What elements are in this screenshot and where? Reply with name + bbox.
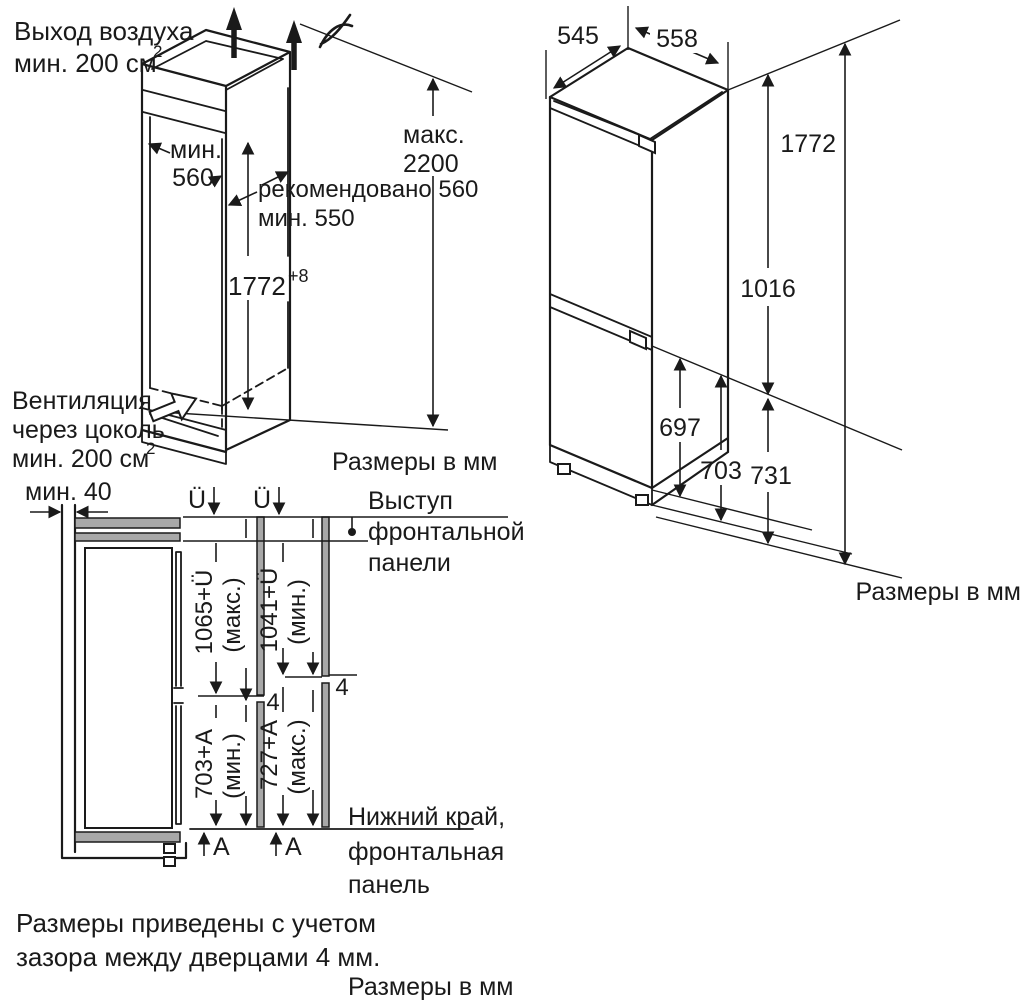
appliance-width-value: 558: [656, 25, 698, 53]
lower-panel-max-value: 727+A: [256, 719, 283, 791]
plinth-vent-label-2: через цоколь: [12, 416, 165, 444]
niche-outline: [142, 30, 290, 452]
door-panel-alignment-diagram: [25, 478, 525, 899]
fridge-top-face: [550, 48, 728, 140]
max-height-label: макс.: [403, 121, 465, 149]
lower-panel-max-qualifier: (макс.): [284, 719, 311, 795]
upper-panel-min-value: 1041+Ü: [256, 567, 283, 653]
basebottom-reference-line: [652, 505, 852, 554]
upper-panel-max-qualifier: (макс.): [219, 577, 246, 653]
niche-height-tolerance: +8: [288, 266, 309, 286]
niche-caption: Размеры в мм: [332, 448, 498, 476]
door-gap-value-1: 4: [266, 689, 280, 716]
fridge-side-face: [652, 90, 728, 505]
lower-max-value: 731: [750, 462, 792, 490]
depth-min-label: мин. 550: [258, 205, 355, 232]
plinth-vent-label-1: Вентиляция: [12, 387, 152, 415]
bottom-offset-value-1: A: [213, 833, 230, 861]
plinth-vent-label-3: мин. 200 см: [12, 445, 150, 473]
niche-air-slot: [143, 90, 225, 133]
max-height-value: 2200: [403, 150, 459, 178]
lower-panel-min-qualifier: (мин.): [219, 733, 246, 799]
appliance-caption: Размеры в мм: [855, 578, 1021, 606]
fridge-foot-right: [636, 495, 648, 505]
footer-note-line-1: Размеры приведены с учетом: [16, 908, 376, 938]
top-reference-line: [728, 20, 900, 90]
plinth-vent-sup: 2: [146, 439, 156, 458]
niche-height-value: 1772: [228, 271, 286, 301]
inner-width-arrow-right: [213, 176, 221, 181]
ceiling-line: [300, 24, 472, 92]
cabinet-top-panel: [75, 518, 180, 528]
cabinet-top-panel-2: [75, 533, 180, 541]
depth-arrow-front: [229, 192, 257, 205]
air-outlet-sup: 2: [153, 42, 163, 61]
door-gap-value-2: 4: [335, 674, 349, 701]
depth-dim-line: [554, 46, 620, 88]
appliance-foot-2: [164, 857, 175, 866]
panel-strip-2-lower: [322, 683, 329, 827]
footer-caption: Размеры в мм: [348, 973, 514, 1000]
appliance-side-view: [85, 548, 172, 828]
rear-gap-value: мин. 40: [25, 478, 112, 506]
floor-line: [160, 412, 448, 430]
inner-width-value: 560: [172, 164, 214, 192]
footer-note-line-2: зазора между дверцами 4 мм.: [16, 942, 381, 972]
appliance-depth-value: 545: [557, 22, 599, 50]
air-outlet-label: Выход воздуха: [14, 16, 194, 46]
lower-door-value: 697: [659, 414, 701, 442]
niche-installation-diagram: [12, 7, 497, 476]
inner-width-label: мин.: [170, 136, 222, 164]
appliance-height-value: 1772: [780, 130, 836, 158]
cabinet-bottom-panel: [75, 832, 180, 842]
overhang-leader-dot: [348, 528, 356, 536]
inner-width-arrow-left: [149, 144, 170, 153]
footer-notes: [16, 908, 513, 1000]
upper-panel-min-qualifier: (мин.): [284, 579, 311, 645]
lower-panel-min-value: 703+A: [191, 728, 218, 800]
overhang-label-3: панели: [368, 549, 451, 577]
bottom-edge-label-3: панель: [348, 871, 430, 899]
overhang-label-1: Выступ: [368, 487, 453, 515]
upper-door-value: 1016: [740, 275, 796, 303]
bottom-edge-label-1: Нижний край,: [348, 803, 506, 831]
overhang-label-2: фронтальной: [368, 518, 525, 546]
fridge-foot-left: [558, 464, 570, 474]
depth-recommended-label: рекомендовано 560: [258, 176, 479, 203]
lower-min-value: 703: [700, 457, 742, 485]
fridge-front-face: [550, 97, 652, 488]
overhang-symbol-1: Ü: [188, 486, 207, 514]
fridge-lid-inner-edge: [550, 92, 722, 151]
bottom-offset-value-2: A: [285, 833, 302, 861]
appliance-foot-1: [164, 844, 175, 853]
upper-panel-max-value: 1065+Ü: [191, 569, 218, 655]
overhang-symbol-2: Ü: [253, 486, 272, 514]
bottom-edge-label-2: фронтальная: [348, 838, 505, 866]
ground-reference-line: [656, 517, 902, 578]
appliance-dimensions-diagram: [546, 6, 1021, 606]
appliance-door-edge: [174, 552, 183, 824]
air-outlet-value: мин. 200 см: [14, 48, 157, 78]
